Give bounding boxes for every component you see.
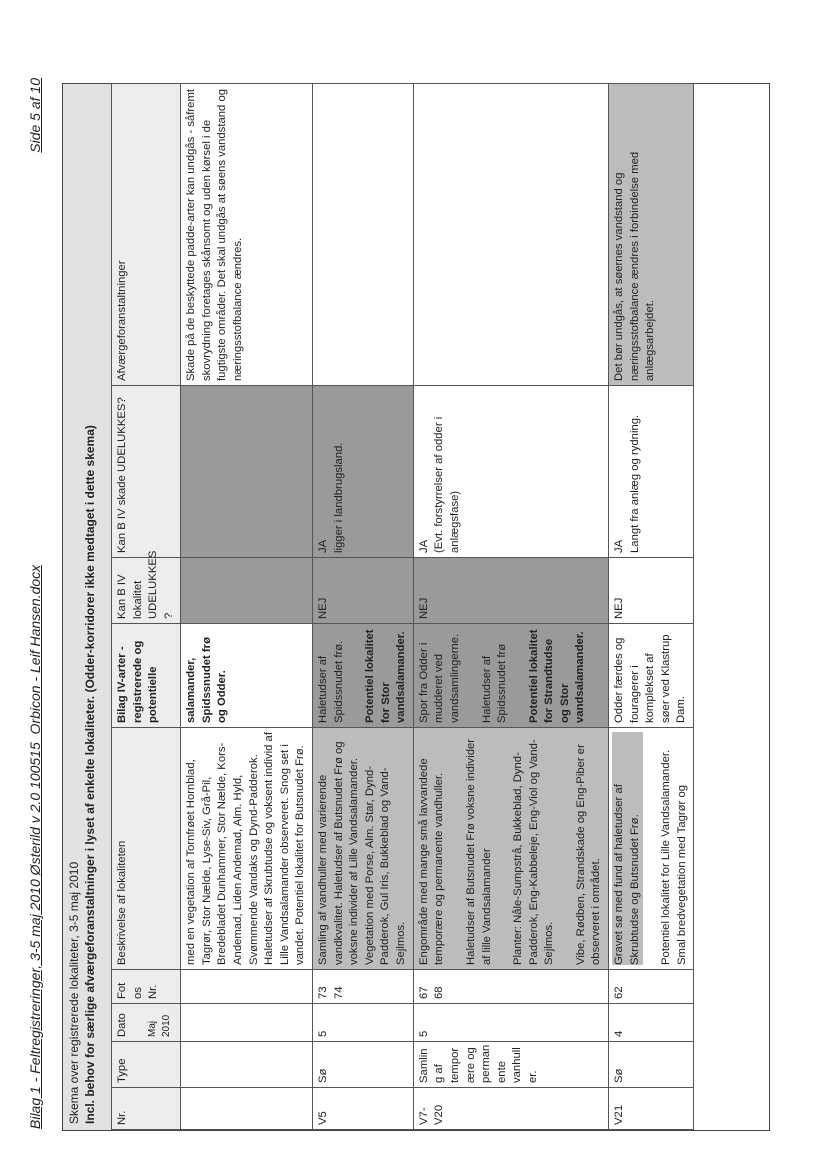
cell-afvaerge xyxy=(312,84,413,386)
cell-dato: 5 xyxy=(413,1004,608,1042)
table-row xyxy=(181,84,313,1130)
cell-bilag: Odder færdes og fouragerer i komplekset af søer ved Klastrup Dam. xyxy=(609,624,694,728)
cell-type xyxy=(181,1042,313,1088)
cell-kan-skade xyxy=(181,386,313,558)
desc-potential: Potentiel lokalitet for Lille Vandsalamander. Smal bredvegetation med Tagrør og xyxy=(660,749,688,965)
bilag-observed: Haletudser af Spidssnudet frø. xyxy=(316,640,345,723)
cell-foto xyxy=(181,970,313,1004)
cell-foto: 62 xyxy=(609,970,694,1004)
desc-tadpoles: Haletudser af Butsnudet Frø voksne individer af lille Vandsalamander xyxy=(464,738,493,965)
cell-bilag xyxy=(312,624,413,728)
cell-afvaerge: Det bør undgås, at søernes vandstand og næringsstofbalance ændres i forbindelse med anlægsarbejdet. xyxy=(609,84,694,386)
cell-type: Sø xyxy=(312,1042,413,1088)
table-caption-subtitle: Incl. behov for særlige afværgeforanstaltninger i lyset af enkelte lokaliteter. (Odder-korridorer ikke medtaget i dette skema) xyxy=(83,425,97,1124)
cell-beskrivelse xyxy=(413,728,608,970)
col-dato-label: Dato xyxy=(116,1013,128,1037)
cell-foto: 73 74 xyxy=(312,970,413,1004)
cell-afvaerge: Skade på de beskyttede padde-arter kan undgås - såfremt skovrydning foretages skånsomt og uden kørsel i de fugtigste områder. Det skal undgås at søens vandstand og næringsstofbalance ændres. xyxy=(181,84,313,386)
bilag-potential: Potentiel lokalitet for Stor vandsalamander. xyxy=(364,629,408,723)
cell-foto: 67 68 xyxy=(413,970,608,1004)
document-filename-header: Bilag 1 - Feltregistreringer, 3-5 maj 2010 Østerild v 2.0 100515_Orbicon - Leif Hansen.docx xyxy=(27,564,43,1129)
spacer xyxy=(347,628,363,723)
cell-nr: V7- V20 xyxy=(413,1088,608,1130)
cell-bilag: salamander, Spidssnudet frø og Odder. xyxy=(181,624,313,728)
cell-kan-lokalitet: NEJ xyxy=(312,558,413,624)
cell-type: Sø xyxy=(609,1042,694,1088)
page-number-header: Side 5 af 10 xyxy=(27,78,43,153)
cell-nr xyxy=(181,1088,313,1130)
locality-table xyxy=(111,83,694,1130)
desc-area: Engområde med mange små lavvandede temporære og permanente vandhuller. xyxy=(417,758,446,965)
cell-kan-lokalitet: NEJ xyxy=(609,558,694,624)
cell-dato xyxy=(181,1004,313,1042)
desc-tadpoles: Gravet sø med fund af haletudser af Skrubtudse og Butsnudet Frø. xyxy=(612,732,643,965)
col-kan-skade: Kan B IV skade UDELUKKES? xyxy=(112,386,181,558)
cell-kan-skade: JA Langt fra anlæg og rydning. xyxy=(609,386,694,558)
cell-bilag xyxy=(413,624,608,728)
cell-type: Samlin g af tempor ære og perman ente vanhull er. xyxy=(413,1042,608,1088)
col-kan-lokalitet: Kan B IV lokalitet UDELUKKES ? xyxy=(112,558,181,624)
table-row xyxy=(609,84,694,1130)
spacer xyxy=(464,628,480,723)
spacer xyxy=(495,732,511,965)
desc-birds: Vibe, Rødben, Strandskade og Eng-Piber er observeret i området. xyxy=(574,744,603,965)
table-row xyxy=(413,84,608,1130)
cell-kan-lokalitet: NEJ xyxy=(413,558,608,624)
desc-plants: Planter: Nåle-Sumpstrå, Bukkeblad, Dynd-Padderok, Eng-Kabbeleje, Eng-Viol og Vand-Sejlmos. xyxy=(512,739,556,965)
col-type: Type xyxy=(112,1042,181,1088)
table-caption-title: Skema over registrerede lokaliteter, 3-5 maj 2010 xyxy=(67,861,81,1124)
spacer xyxy=(448,732,464,965)
bilag-potential: Potentiel lokalitet for Strandtudse og Stor vandsalamander. xyxy=(527,629,587,723)
col-beskrivelse: Beskrivelse af lokaliteten xyxy=(112,728,181,970)
col-nr: Nr. xyxy=(112,1088,181,1130)
bilag-otter-tracks: Spor fra Odder i mudderet ved vandsamlingerne. xyxy=(417,633,461,723)
spacer xyxy=(511,628,527,723)
cell-dato: 4 xyxy=(609,1004,694,1042)
cell-nr: V5 xyxy=(312,1088,413,1130)
cell-kan-skade: JA (Evt. forstyrrelser af odder i anlægsfase) xyxy=(413,386,608,558)
cell-kan-skade: JA ligger i landbrugsland. xyxy=(312,386,413,558)
col-afvaerge: Afværgeforanstaltninger xyxy=(112,84,181,386)
register-sheet xyxy=(62,83,770,1131)
col-foto: Fot os Nr. xyxy=(112,970,181,1004)
bilag-tadpoles: Haletudser af Spidssnudet frø xyxy=(480,643,509,723)
cell-beskrivelse xyxy=(609,728,694,970)
table-row xyxy=(312,84,413,1130)
cell-beskrivelse: Samling af vandhuller med varierende vandkvalitet. Haletudser af Butsnudet Frø og voksne individer af Lille Vandsalamander. Vegetation med Porse, Alm. Star, Dynd-Padderok, Gul Iris, Bukkeblad og Vand-Sejlmos. xyxy=(312,728,413,970)
spacer xyxy=(643,732,659,965)
cell-nr: V21 xyxy=(609,1088,694,1130)
cell-beskrivelse: med en vegetation af Tornfrøet Hornblad, Tagrør, Stor Nælde, Lyse-Siv, Grå-Pil, Bredebladet Dunhammer, Stor Nælde, Kors-Andemad, Liden Andemad, Alm. Hyld, Svømmende Vandaks og Dynd-Padderok. Haletudser af Skrubtudse og voksent individ af Lille Vandsalamander observeret. Snog set i vandet. Potentiel lokalitet for Butsnudet Frø. xyxy=(181,728,313,970)
col-dato-sub: Maj 2010 xyxy=(147,1014,172,1037)
col-dato xyxy=(112,1004,181,1042)
cell-afvaerge xyxy=(413,84,608,386)
cell-kan-lokalitet xyxy=(181,558,313,624)
spacer xyxy=(558,732,574,965)
cell-dato: 5 xyxy=(312,1004,413,1042)
header-row xyxy=(112,84,181,1130)
col-bilag: Bilag IV-arter - registrerede og potentielle xyxy=(112,624,181,728)
